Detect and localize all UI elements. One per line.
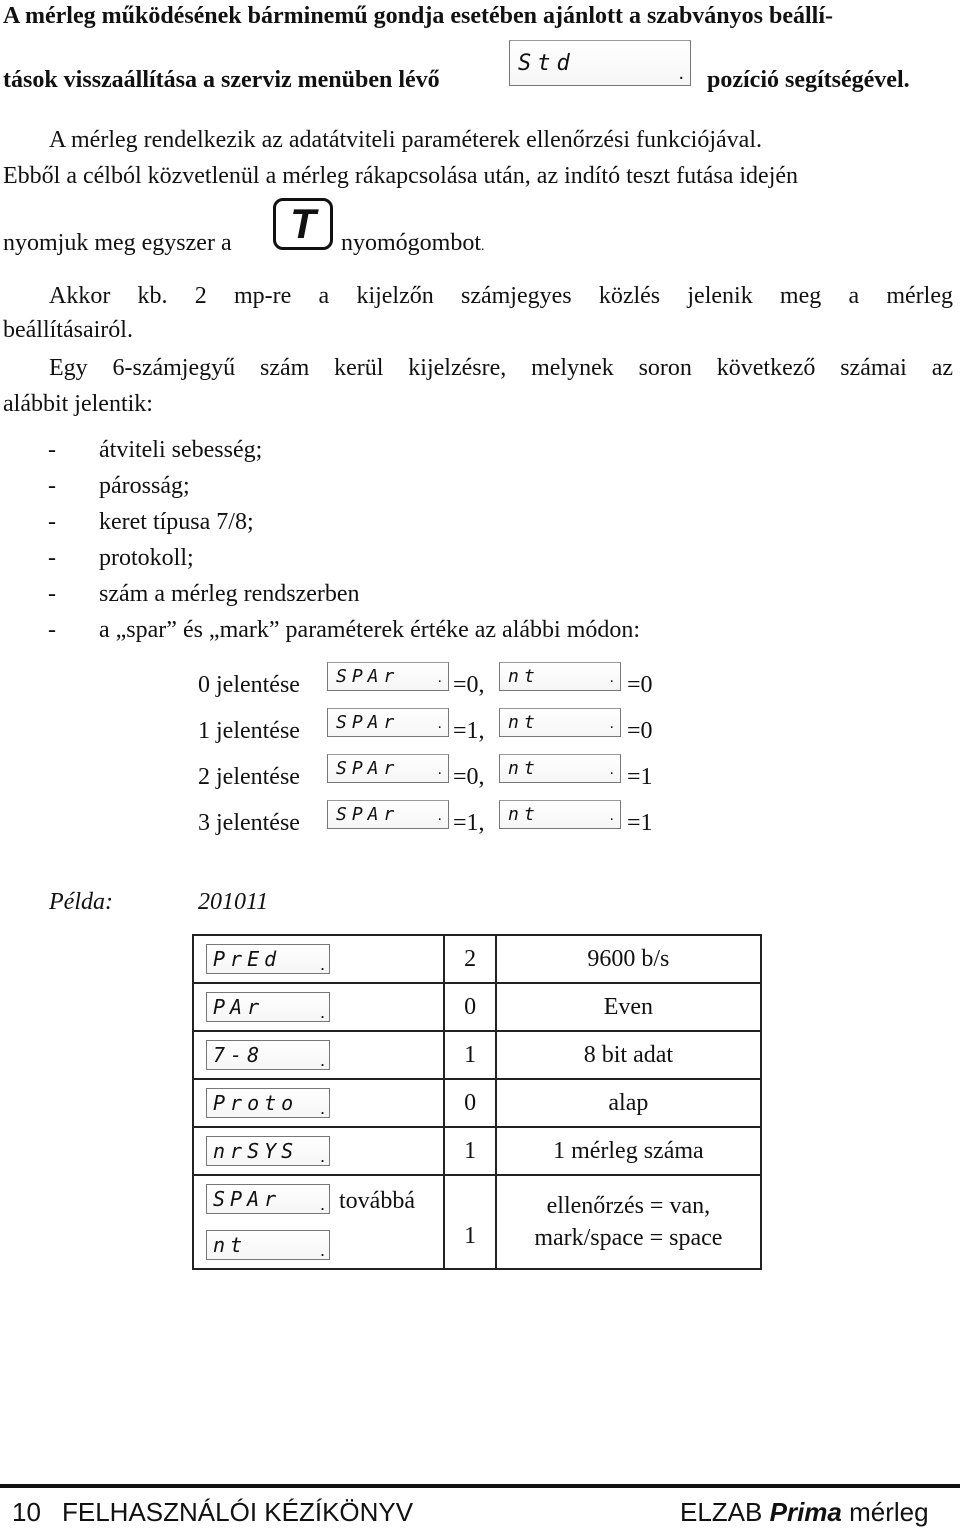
para1-line-1: A mérleg rendelkezik az adatátviteli paraméterek ellenőrzési funkciójával. — [49, 127, 762, 153]
settings-table — [192, 934, 762, 1270]
table-row — [193, 1127, 761, 1175]
spar-display — [206, 1184, 330, 1214]
nt-value: =1 — [627, 810, 653, 836]
display-cell — [193, 935, 444, 983]
digit-cell: 0 — [444, 1079, 495, 1127]
para1-line-2: Ebből a célból közvetlenül a mérleg rákapcsolása után, az indító teszt futása idején — [3, 163, 799, 189]
meaning-label: 1 jelentése — [198, 718, 300, 744]
list-dash: - — [48, 437, 56, 463]
display-dot: . — [609, 715, 614, 732]
spar-display-text: SPAr — [336, 804, 400, 825]
digit-cell: 1 — [444, 1031, 495, 1079]
list-dash: - — [48, 545, 56, 571]
meaning-line: mark/space = space — [534, 1225, 723, 1251]
digit-cell: 1 — [444, 1175, 495, 1269]
display-dot: . — [437, 761, 442, 778]
nt-display — [499, 800, 621, 829]
page-number: 10 — [12, 1497, 41, 1527]
para2-line-1: Akkor kb. 2 mp-re a kijelzőn számjegyes közlés jelenik meg a mérleg — [49, 283, 953, 309]
display-cell — [193, 983, 444, 1031]
std-display — [509, 40, 691, 86]
para1-line-3-start: nyomjuk meg egyszer a — [3, 230, 232, 256]
para3-line-2: alábbit jelentik: — [3, 391, 153, 417]
list-dash: - — [48, 581, 56, 607]
param-display-text: PAr — [213, 995, 265, 1019]
display-dot: . — [319, 1146, 325, 1166]
para3-line-1: Egy 6-számjegyű szám kerül kijelzésre, melynek soron következő számai az — [49, 355, 953, 381]
spar-value: =0, — [453, 672, 485, 698]
nt-value: =0 — [627, 672, 653, 698]
display-cell — [193, 1031, 444, 1079]
meaning-label: 0 jelentése — [198, 672, 300, 698]
intro-line-2-start: tások visszaállítása a szerviz menüben lévő — [3, 67, 440, 93]
intro-line-1: A mérleg működésének bárminemű gondja esetében ajánlott a szabványos beállí- — [3, 3, 833, 29]
list-item: protokoll; — [99, 545, 194, 571]
table-row — [193, 935, 761, 983]
table-row — [193, 1079, 761, 1127]
spar-display-text: SPAr — [213, 1187, 282, 1211]
nt-display — [206, 1230, 330, 1260]
display-dot: . — [319, 1050, 325, 1070]
param-display — [206, 1088, 330, 1118]
nt-value: =1 — [627, 764, 653, 790]
digit-cell: 1 — [444, 1127, 495, 1175]
nt-display-text: nt — [213, 1233, 248, 1257]
display-dot: . — [437, 715, 442, 732]
display-dot: . — [437, 669, 442, 686]
display-dot: . — [319, 1002, 325, 1022]
display-dot: . — [319, 954, 325, 974]
meaning-label: 3 jelentése — [198, 810, 300, 836]
spar-display-text: SPAr — [336, 758, 400, 779]
nt-display-text: nt — [508, 666, 540, 687]
list-dash: - — [48, 473, 56, 499]
meaning-cell: 9600 b/s — [496, 935, 761, 983]
t-key-icon: T — [273, 198, 333, 250]
list-item: átviteli sebesség; — [99, 437, 263, 463]
nt-value: =0 — [627, 718, 653, 744]
list-item: a „spar” és „mark” paraméterek értéke az alábbi módon: — [99, 617, 641, 643]
para1-line-3-end — [341, 229, 485, 261]
intro-line-2-end: pozíció segítségével. — [707, 67, 910, 93]
spar-display — [327, 754, 449, 783]
table-row — [193, 1031, 761, 1079]
nt-display — [499, 662, 621, 691]
spar-display — [327, 662, 449, 691]
display-dot: . — [437, 807, 442, 824]
spar-display-text: SPAr — [336, 712, 400, 733]
meaning-cell: 8 bit adat — [496, 1031, 761, 1079]
para2-line-2: beállításairól. — [3, 317, 133, 343]
nt-display-text: nt — [508, 758, 540, 779]
button-word: nyomógombot — [341, 230, 482, 256]
display-dot: . — [319, 1194, 325, 1214]
param-display-text: PrEd — [213, 947, 282, 971]
list-item: párosság; — [99, 473, 190, 499]
meaning-cell — [496, 1175, 761, 1269]
list-item: szám a mérleg rendszerben — [99, 581, 360, 607]
table-row — [193, 1175, 761, 1269]
meaning-cell: 1 mérleg száma — [496, 1127, 761, 1175]
display-dot: . — [319, 1240, 325, 1260]
brand — [680, 1496, 929, 1528]
spar-value: =1, — [453, 718, 485, 744]
brand-model: Prima — [769, 1497, 842, 1527]
nt-display-text: nt — [508, 712, 540, 733]
std-display-text: Std — [518, 50, 576, 76]
display-dot: . — [678, 62, 684, 84]
meaning-label: 2 jelentése — [198, 764, 300, 790]
spar-value: =0, — [453, 764, 485, 790]
display-dot: . — [609, 669, 614, 686]
meaning-line: ellenőrzés = van, — [546, 1193, 711, 1219]
joiner-text: továbbá — [339, 1188, 415, 1214]
spar-display — [327, 800, 449, 829]
param-display — [206, 1040, 330, 1070]
trailing-dot: . — [481, 239, 485, 254]
display-cell — [193, 1175, 444, 1269]
list-dash: - — [48, 509, 56, 535]
param-display — [206, 992, 330, 1022]
meaning-cell: alap — [496, 1079, 761, 1127]
table-row — [193, 983, 761, 1031]
list-dash: - — [48, 617, 56, 643]
example-value: 201011 — [198, 889, 269, 915]
param-display-text: Proto — [213, 1091, 299, 1115]
digit-cell: 0 — [444, 983, 495, 1031]
nt-display — [499, 708, 621, 737]
display-dot: . — [609, 807, 614, 824]
digit-cell: 2 — [444, 935, 495, 983]
param-display-text: nrSYS — [213, 1139, 299, 1163]
list-item: keret típusa 7/8; — [99, 509, 254, 535]
manual-title: FELHASZNÁLÓI KÉZÍKÖNYV — [62, 1497, 414, 1527]
display-dot: . — [609, 761, 614, 778]
footer-rule — [0, 1484, 960, 1488]
nt-display-text: nt — [508, 804, 540, 825]
nt-display — [499, 754, 621, 783]
param-display-text: 7-8 — [213, 1043, 265, 1067]
param-display — [206, 1136, 330, 1166]
display-dot: . — [319, 1098, 325, 1118]
spar-display — [327, 708, 449, 737]
meaning-cell: Even — [496, 983, 761, 1031]
brand-name: ELZAB — [680, 1497, 763, 1527]
example-label: Példa: — [49, 889, 113, 915]
brand-suffix: mérleg — [849, 1497, 929, 1527]
spar-value: =1, — [453, 810, 485, 836]
param-display — [206, 944, 330, 974]
display-cell — [193, 1079, 444, 1127]
spar-display-text: SPAr — [336, 666, 400, 687]
display-cell — [193, 1127, 444, 1175]
